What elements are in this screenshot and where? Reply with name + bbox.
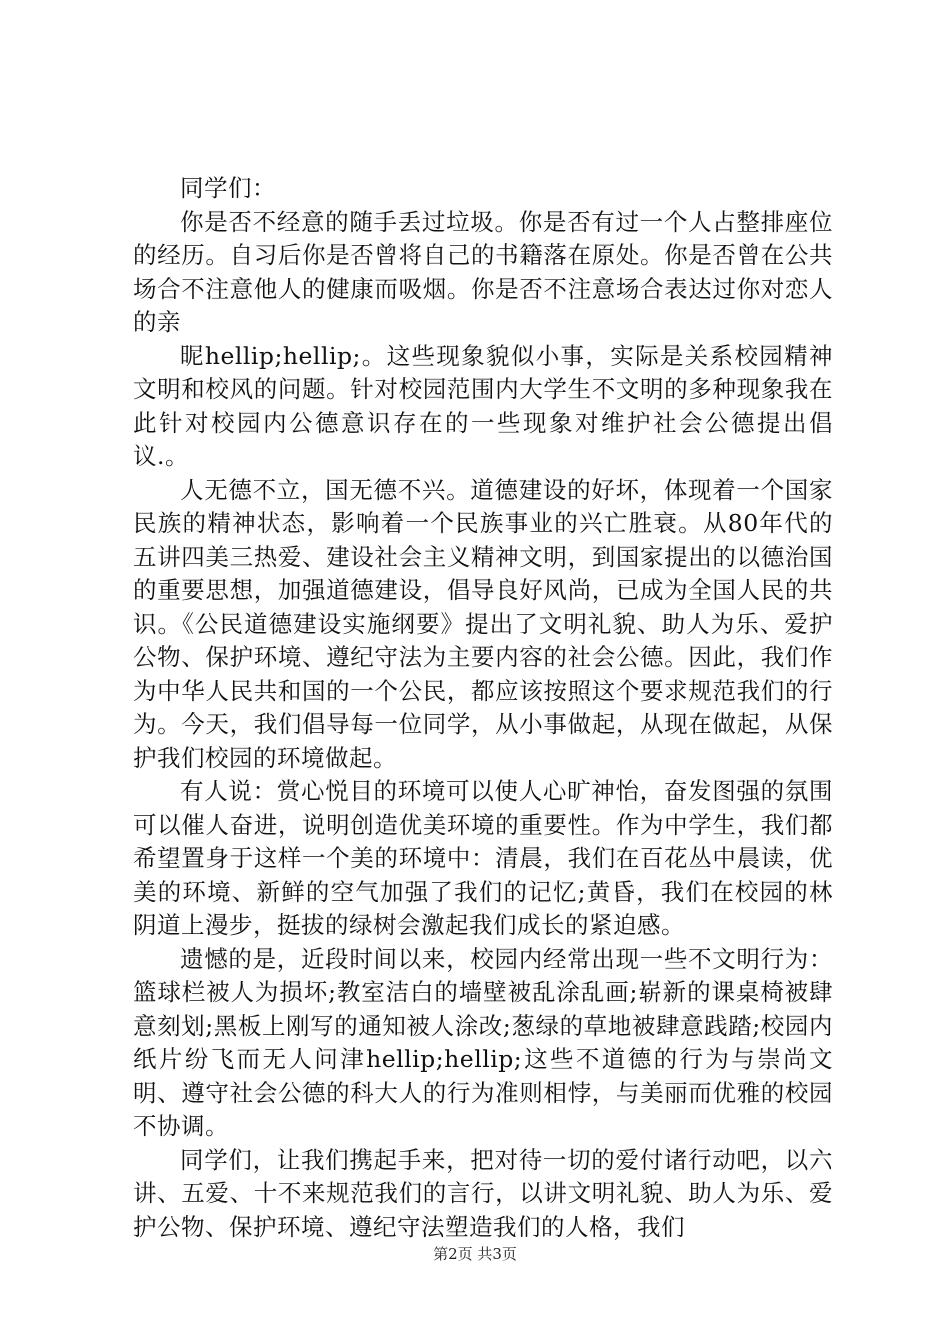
paragraph: 昵hellip;hellip;。这些现象貌似小事，实际是关系校园精神文明和校风的问题。针对校园范围内大学生不文明的多种现象我在此针对校园内公德意识存在的一些现象对维护社会公德提出倡议.。 [133,341,833,470]
salutation: 同学们： [180,174,276,202]
document-body [133,172,833,1244]
paragraph: 你是否不经意的随手丢过垃圾。你是否有过一个人占整排座位的经历。自习后你是否曾将自己的书籍落在原处。你是否曾在公共场合不注意他人的健康而吸烟。你是否不注意场合表达过你对恋人的亲 [133,207,833,336]
paragraph: 遗憾的是，近段时间以来，校园内经常出现一些不文明行为：篮球栏被人为损坏;教室洁白的墙壁被乱涂乱画;崭新的课桌椅被肆意刻划;黑板上刚写的通知被人涂改;葱绿的草地被肆意践踏;校园内纸片纷飞而无人问津hellip;hellip;这些不道德的行为与崇尚文明、遵守社会公德的科大人的行为准则相悖，与美丽而优雅的校园不协调。 [133,944,833,1140]
page-footer: 第2页 共3页 [433,1245,517,1263]
paragraph: 人无德不立，国无德不兴。道德建设的好坏，体现着一个国家民族的精神状态，影响着一个民族事业的兴亡胜衰。从80年代的五讲四美三热爱、建设社会主义精神文明，到国家提出的以德治国的重要思想，加强道德建设，倡导良好风尚，已成为全国人民的共识。《公民道德建设实施纲要》提出了文明礼貌、助人为乐、爱护公物、保护环境、遵纪守法为主要内容的社会公德。因此，我们作为中华人民共和国的一个公民，都应该按照这个要求规范我们的行为。今天，我们倡导每一位同学，从小事做起，从现在做起，从保护我们校园的环境做起。 [133,475,833,772]
paragraph: 同学们，让我们携起手来，把对待一切的爱付诸行动吧，以六讲、五爱、十不来规范我们的言行，以讲文明礼貌、助人为乐、爱护公物、保护环境、遵纪守法塑造我们的人格，我们 [133,1145,833,1241]
paragraph: 有人说：赏心悦目的环境可以使人心旷神怡，奋发图强的氛围可以催人奋进，说明创造优美环境的重要性。作为中学生，我们都希望置身于这样一个美的环境中：清晨，我们在百花丛中晨读，优美的环境、新鲜的空气加强了我们的记忆;黄昏，我们在校园的林阴道上漫步，挺拔的绿树会激起我们成长的紧迫感。 [133,777,833,939]
